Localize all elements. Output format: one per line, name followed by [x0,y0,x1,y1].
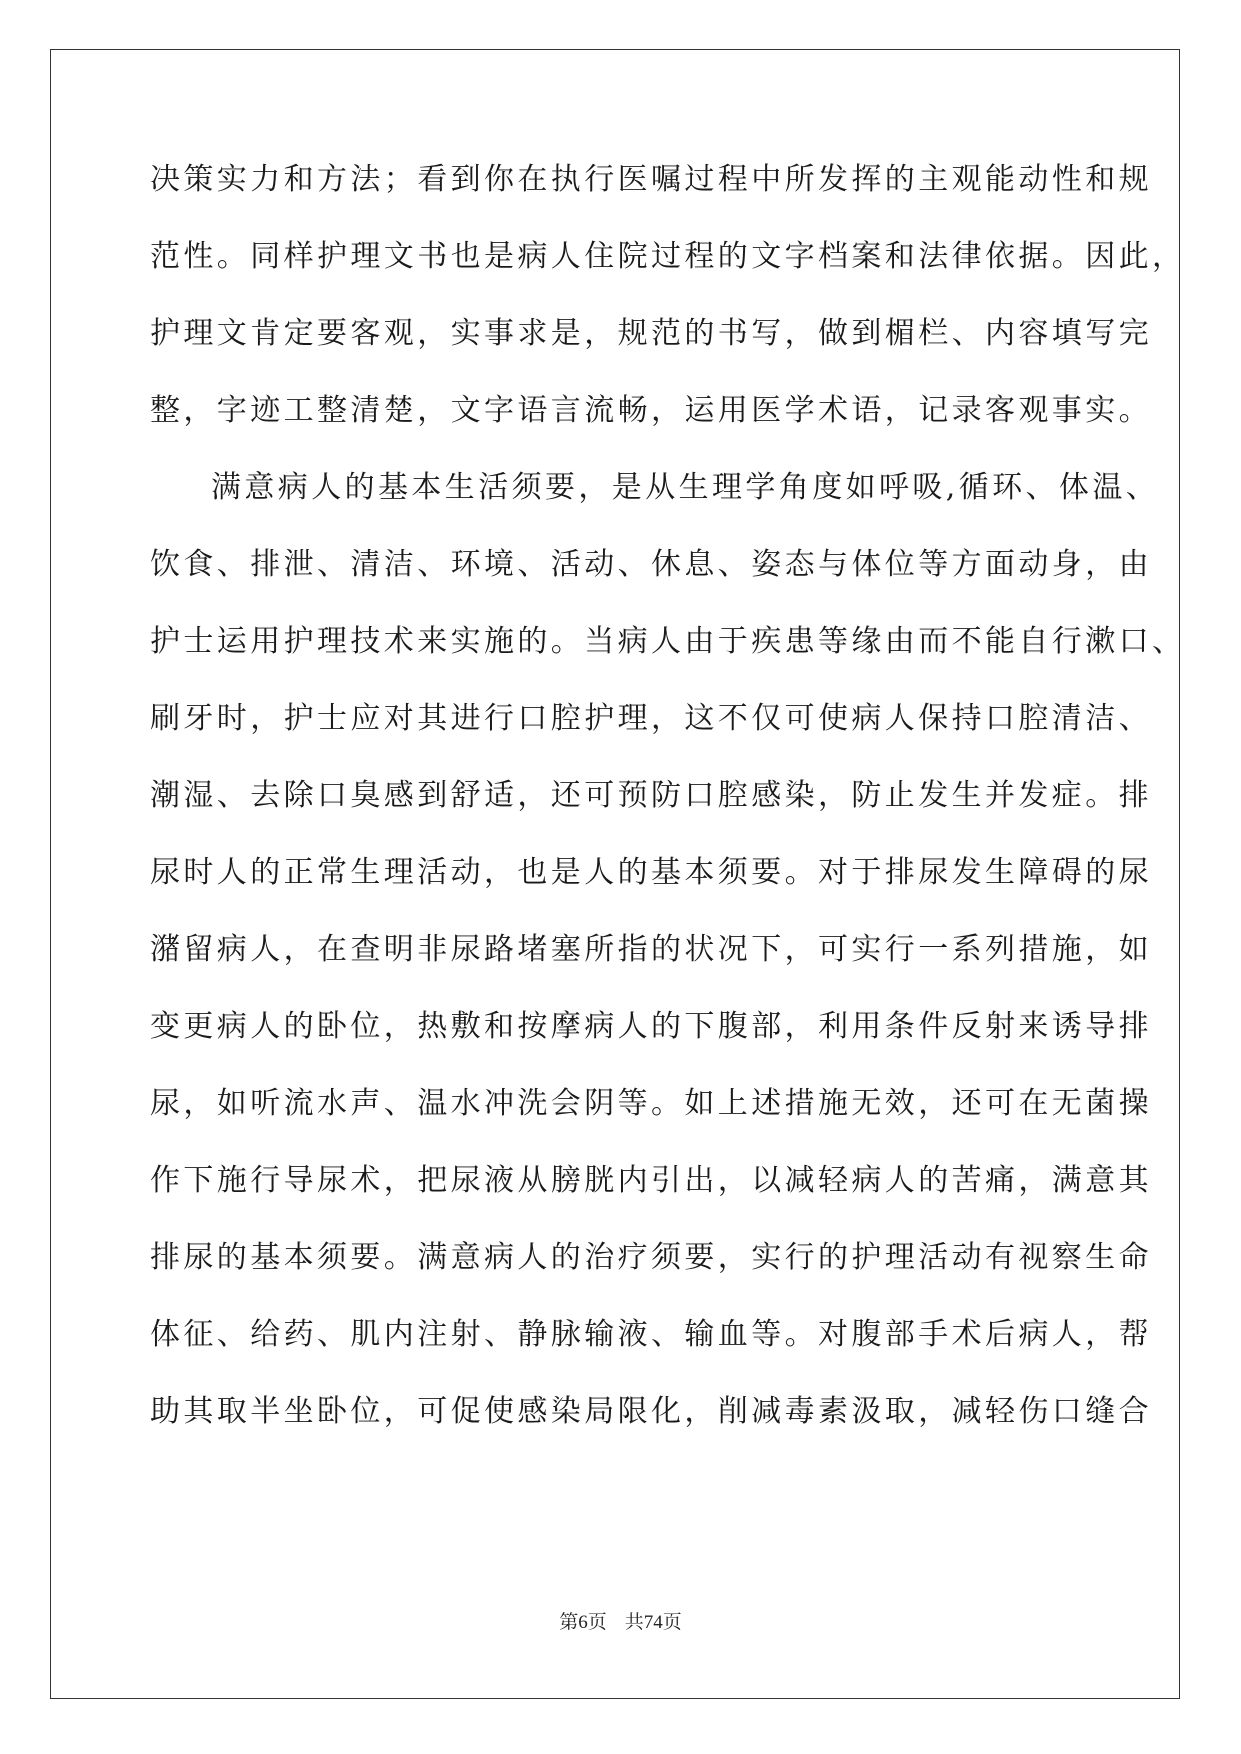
text-line: 作下施行导尿术，把尿液从膀胱内引出，以减轻病人的苦痛，满意其 [150,1163,1152,1198]
paragraph-first-line: 满意病人的基本生活须要，是从生理学角度如呼吸,循环、体温、 [211,470,1160,505]
page-number: 第6页 [559,1612,607,1633]
text-line: 潴留病人，在查明非尿路堵塞所指的状况下，可实行一系列措施，如 [150,932,1152,967]
text-line: 变更病人的卧位，热敷和按摩病人的下腹部，利用条件反射来诱导排 [150,1009,1152,1044]
text-line: 护士运用护理技术来实施的。当病人由于疾患等缘由而不能自行漱口、 [150,624,1186,659]
text-line: 尿时人的正常生理活动，也是人的基本须要。对于排尿发生障碍的尿 [150,855,1152,890]
text-line: 范性。同样护理文书也是病人住院过程的文字档案和法律依据。因此， [150,239,1186,274]
text-line: 整，字迹工整清楚，文字语言流畅，运用医学术语，记录客观事实。 [150,393,1152,428]
text-line: 决策实力和方法；看到你在执行医嘱过程中所发挥的主观能动性和规 [150,162,1152,197]
text-line: 饮食、排泄、清洁、环境、活动、休息、姿态与体位等方面动身，由 [150,547,1152,582]
page-total: 共74页 [624,1612,682,1633]
text-line: 护理文肯定要客观，实事求是，规范的书写，做到楣栏、内容填写完 [150,316,1152,351]
text-line: 尿，如听流水声、温水冲洗会阴等。如上述措施无效，还可在无菌操 [150,1086,1152,1121]
text-line: 体征、给药、肌内注射、静脉输液、输血等。对腹部手术后病人，帮 [150,1317,1152,1352]
text-line: 刷牙时，护士应对其进行口腔护理，这不仅可使病人保持口腔清洁、 [150,701,1152,736]
text-line: 助其取半坐卧位，可促使感染局限化，削减毒素汲取，减轻伤口缝合 [150,1394,1152,1429]
text-line: 排尿的基本须要。满意病人的治疗须要，实行的护理活动有视察生命 [150,1240,1152,1275]
text-line: 潮湿、去除口臭感到舒适，还可预防口腔感染，防止发生并发症。排 [150,778,1152,813]
page-footer [0,1607,1241,1634]
